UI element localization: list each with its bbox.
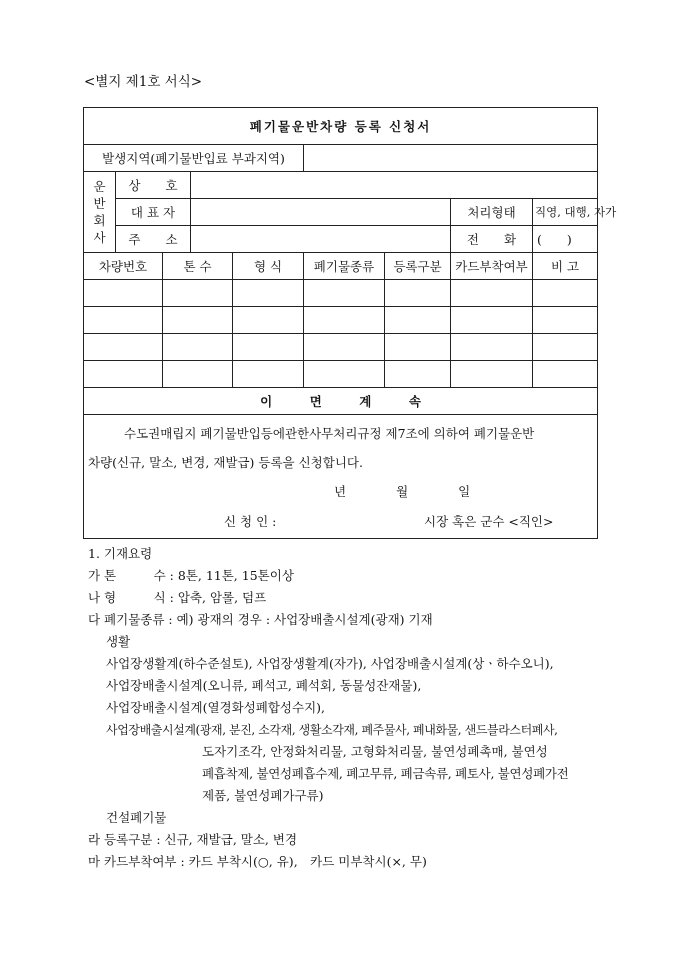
representative-label: 대 표 자 [116,199,191,226]
note-registration: 라 등록구분 : 신규, 재발급, 말소, 변경 [88,832,298,847]
cell[interactable] [533,334,598,361]
cell[interactable] [451,361,533,388]
note-line: 사업장배출시설계(광재, 분진, 소각재, 생활소각재, 폐주물사, 폐내화물, 샌드블라스터폐사, [106,723,558,737]
cell[interactable] [84,334,163,361]
cell[interactable] [385,307,451,334]
cell[interactable] [304,334,385,361]
address-label: 주 소 [116,226,191,253]
note-line: 제품, 불연성폐가구류) [202,788,324,803]
processing-type-label: 처리형태 [451,199,533,226]
official-seal-label: 시장 혹은 군수 <직인> [424,514,554,529]
cell[interactable] [533,307,598,334]
cell[interactable] [163,307,233,334]
instructions [88,543,568,873]
note-line: 폐흡착제, 불연성폐흡수제, 폐고무류, 폐금속류, 폐토사, 불연성폐가전 [202,766,569,781]
cell[interactable] [385,334,451,361]
company-name-field[interactable] [191,172,598,199]
vehicle-header-row [84,253,598,280]
cell[interactable] [385,280,451,307]
cell[interactable] [163,334,233,361]
phone-label: 전 화 [451,226,533,253]
declaration-line-2: 차량(신규, 말소, 변경, 재발급) 등록을 신청합니다. [88,455,363,470]
header-remarks: 비 고 [533,253,598,280]
vehicle-row [84,334,598,361]
declaration [84,415,598,539]
instructions-heading: 1. 기재요령 [88,546,153,561]
header-registration-class: 등록구분 [385,253,451,280]
header-vehicle-number: 차량번호 [84,253,163,280]
cell[interactable] [233,307,304,334]
cell[interactable] [233,334,304,361]
header-tonnage: 톤 수 [163,253,233,280]
note-household: 생활 [106,634,131,649]
header-waste-kind: 폐기물종류 [304,253,385,280]
cell[interactable] [385,361,451,388]
vehicle-row [84,307,598,334]
address-field[interactable] [191,226,451,253]
note-line: 사업장생활계(하수준설토), 사업장생활계(자가), 사업장배출시설계(상ㆍ하수오니), [106,656,554,671]
origin-label: 발생지역(폐기물반입료 부과지역) [84,145,304,172]
form-title: 폐기물운반차량 등록 신청서 [84,108,598,145]
cell[interactable] [533,361,598,388]
note-tonnage: 가 톤 수 : 8톤, 11톤, 15톤이상 [88,568,294,583]
header-type: 형 식 [233,253,304,280]
cell[interactable] [84,307,163,334]
vehicle-row [84,361,598,388]
applicant-label: 신 청 인 : [224,514,277,529]
note-line: 도자기조각, 안정화처리물, 고형화처리물, 불연성폐촉매, 불연성 [202,744,548,759]
note-card: 마 카드부착여부 : 카드 부착시(○, 유), 카드 미부착시(×, 무) [88,854,427,869]
cell[interactable] [84,361,163,388]
cell[interactable] [451,307,533,334]
form-number: <별지 제1호 서식> [84,74,203,90]
note-type: 나 형 식 : 압축, 암롤, 덤프 [88,590,267,605]
note-construction: 건설폐기물 [106,810,167,825]
cell[interactable] [163,280,233,307]
cell[interactable] [304,361,385,388]
note-line: 사업장배출시설계(열경화성폐합성수지), [106,700,326,715]
processing-type-value[interactable]: 직영, 대행, 자가 [533,199,598,226]
declaration-line-1: 수도권매립지 폐기물반입등에관한사무처리규정 제7조에 의하여 폐기물운반 [124,426,535,441]
vehicle-row [84,280,598,307]
phone-field[interactable]: ( ) [533,226,598,253]
company-group-label: 운반회사 [84,172,116,253]
representative-field[interactable] [191,199,451,226]
application-form [83,107,617,539]
cell[interactable] [163,361,233,388]
cell[interactable] [533,280,598,307]
cell[interactable] [84,280,163,307]
note-waste-kind: 다 폐기물종류 : 예) 광재의 경우 : 사업장배출시설계(광재) 기재 [88,612,433,627]
origin-field[interactable] [304,145,598,172]
cell[interactable] [451,280,533,307]
header-card-attached: 카드부착여부 [451,253,533,280]
cell[interactable] [451,334,533,361]
cell[interactable] [304,307,385,334]
note-line: 사업장배출시설계(오니류, 폐석고, 폐석회, 동물성잔재물), [106,678,422,693]
cell[interactable] [304,280,385,307]
date-line: 년 월 일 [334,484,471,499]
company-name-label: 상 호 [116,172,191,199]
continued-on-back: 이 면 계 속 [84,388,598,415]
cell[interactable] [233,280,304,307]
cell[interactable] [233,361,304,388]
